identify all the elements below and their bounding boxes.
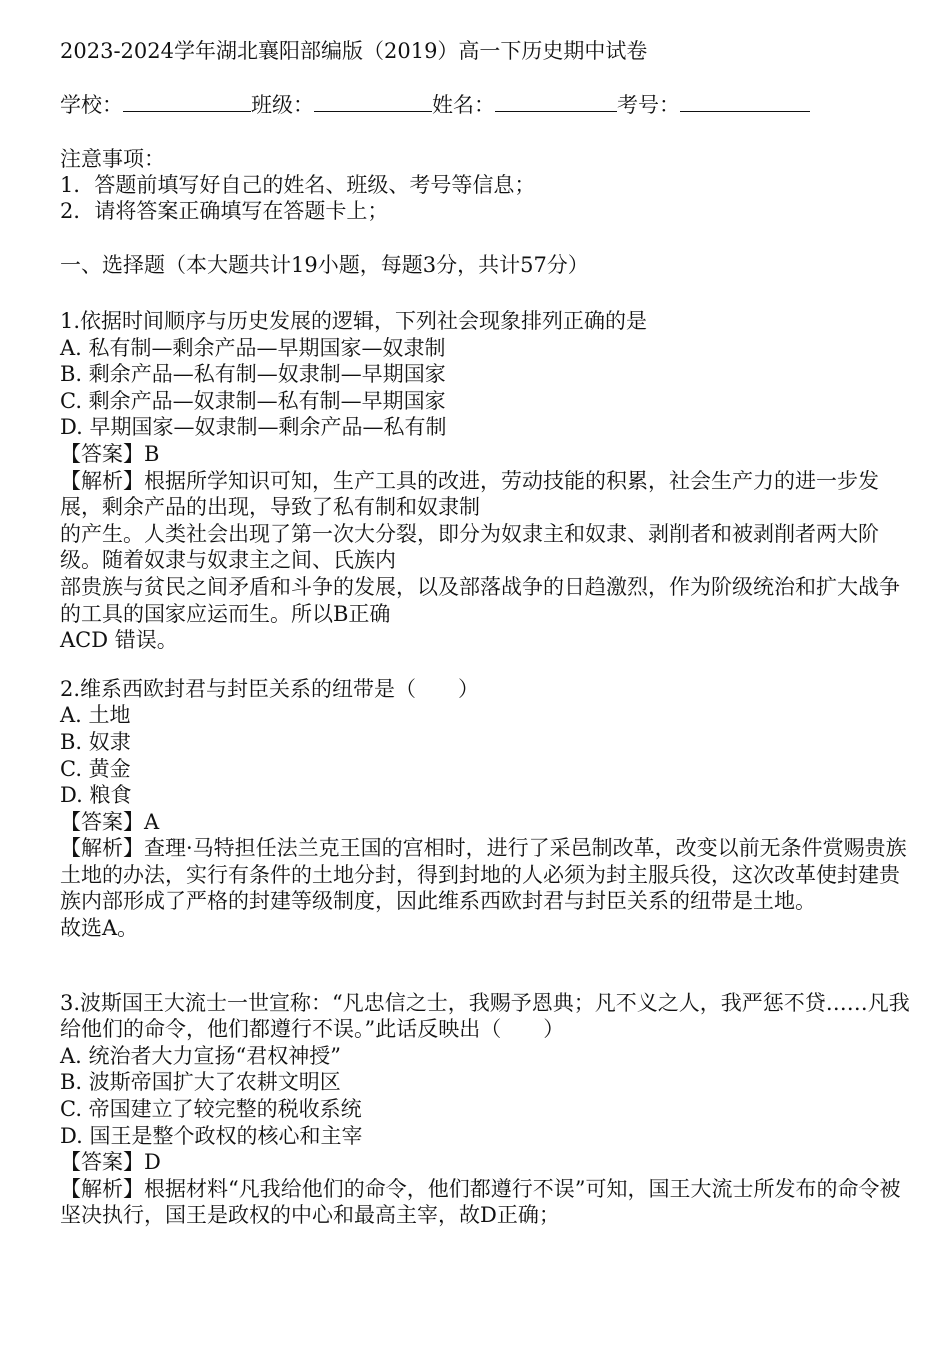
- name-label: 姓名：: [432, 93, 495, 117]
- analysis-line: ACD 错误。: [60, 628, 178, 653]
- exam-no-label: 考号：: [617, 93, 680, 117]
- question-1: [60, 308, 910, 654]
- answer-line: 【答案】B: [60, 441, 160, 466]
- option-a: A. 私有制—剩余产品—早期国家—奴隶制: [60, 335, 446, 360]
- option-c: C. 帝国建立了较完整的税收系统: [60, 1097, 362, 1122]
- school-label: 学校：: [60, 93, 123, 117]
- name-blank: [495, 93, 617, 112]
- class-blank: [314, 93, 432, 112]
- option-c: C. 黄金: [60, 756, 131, 781]
- analysis-line: 故选A。: [60, 916, 139, 941]
- option-b: B. 剩余产品—私有制—奴隶制—早期国家: [60, 362, 446, 387]
- question-stem: 2.维系西欧封君与封臣关系的纽带是（ ）: [60, 676, 480, 701]
- option-a: A. 统治者大力宣扬“君权神授”: [60, 1043, 341, 1068]
- student-info-row: [60, 90, 910, 120]
- option-d: D. 粮食: [60, 783, 132, 808]
- option-d: D. 早期国家—奴隶制—剩余产品—私有制: [60, 415, 447, 440]
- section-title: 一、选择题（本大题共计19小题，每题3分，共计57分）: [60, 253, 589, 277]
- question-2: [60, 676, 910, 942]
- notice-block: [60, 146, 910, 224]
- answer-line: 【答案】A: [60, 809, 160, 834]
- analysis-line: 【解析】根据材料“凡我给他们的命令，他们都遵行不误”可知，国王大流士所发布的命令被坚决执行，国王是政权的中心和最高主宰，故D正确；: [60, 1176, 901, 1228]
- exam-no-blank: [680, 93, 810, 112]
- question-3: [60, 990, 910, 1229]
- analysis-line: 的产生。人类社会出现了第一次大分裂，即分为奴隶主和奴隶、剥削者和被剥削者两大阶级。随着奴隶与奴隶主之间、氏族内: [60, 521, 879, 573]
- class-label: 班级：: [251, 93, 314, 117]
- analysis-line: 【解析】查理·马特担任法兰克王国的宫相时，进行了采邑制改革，改变以前无条件赏赐贵族土地的办法，实行有条件的土地分封，得到封地的人必须为封主服兵役，这次改革使封建贵族内部形成了严格的封建等级制度，因此维系西欧封君与封臣关系的纽带是土地。: [60, 836, 907, 914]
- analysis-line: 部贵族与贫民之间矛盾和斗争的发展，以及部落战争的日趋激烈，作为阶级统治和扩大战争的工具的国家应运而生。所以B正确: [60, 574, 900, 626]
- option-a: A. 土地: [60, 703, 131, 728]
- notice-item: 2．请将答案正确填写在答题卡上；: [60, 199, 389, 223]
- option-c: C. 剩余产品—奴隶制—私有制—早期国家: [60, 388, 446, 413]
- analysis-line: 【解析】根据所学知识可知，生产工具的改进，劳动技能的积累，社会生产力的进一步发展，剩余产品的出现，导致了私有制和奴隶制: [60, 468, 879, 520]
- question-stem: 1.依据时间顺序与历史发展的逻辑，下列社会现象排列正确的是: [60, 309, 648, 333]
- page-title: 2023-2024学年湖北襄阳部编版（2019）高一下历史期中试卷: [60, 39, 648, 63]
- school-blank: [123, 93, 251, 112]
- notice-heading: 注意事项：: [60, 147, 165, 171]
- option-d: D. 国王是整个政权的核心和主宰: [60, 1123, 363, 1148]
- exam-page: [60, 36, 910, 1229]
- question-stem: 3.波斯国王大流士一世宣称：“凡忠信之士，我赐予恩典；凡不义之人，我严惩不贷……凡我给他们的命令，他们都遵行不误。”此话反映出（ ）: [60, 990, 910, 1042]
- notice-item: 1．答题前填写好自己的姓名、班级、考号等信息；: [60, 173, 536, 197]
- answer-line: 【答案】D: [60, 1150, 161, 1175]
- option-b: B. 奴隶: [60, 729, 131, 754]
- option-b: B. 波斯帝国扩大了农耕文明区: [60, 1070, 341, 1095]
